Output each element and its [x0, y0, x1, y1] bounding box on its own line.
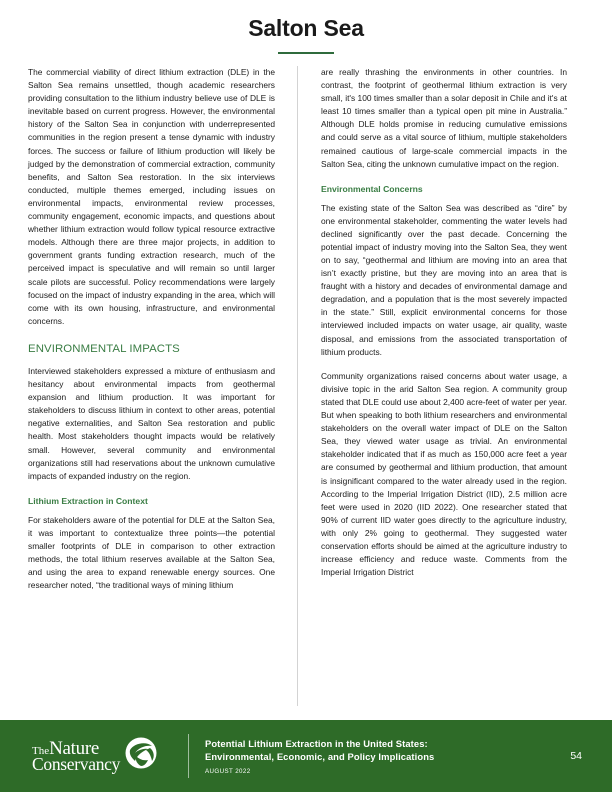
footer-report-date: AUGUST 2022 — [205, 768, 251, 775]
logo-word-nature: Nature — [49, 737, 100, 759]
page-footer — [0, 720, 612, 792]
footer-report-title-line-2: Environmental, Economic, and Policy Implications — [205, 751, 435, 762]
footer-separator — [188, 734, 189, 778]
right-column — [304, 66, 567, 706]
left-intro-paragraph: The commercial viability of direct lithium extraction (DLE) in the Salton Sea remains unsettled, though academic researchers providing consultation to the lithium industry believe use of DLE is inevitable based on current progress. However, the environmental history of the Salton Sea in conjunction with underrepresented communities in the region present a tense dynamic with industry forces. The success or failure of lithium production will likely be judged by the demonstration of commercial extraction, community benefits, and Salton Sea restoration. In the six interviews conducted, multiple themes emerged, including issues on environmental impacts, environmental review processes, community engagement, economic impacts, and questions about whether lithium extraction would follow typical resource extractive models. Although there are three major projects, in addition to government grants funding extraction research, much of the perceived impact is speculative and will remain so until larger scale pilots are successful. Policy recommendations were largely focused on the impact of industry expanding in the area, which will come with its own housing, infrastructure, and environmental concerns. — [28, 67, 275, 326]
two-column-body — [28, 66, 584, 706]
title-block — [0, 0, 612, 54]
title-divider-rule — [278, 52, 334, 54]
left-section-paragraph: Interviewed stakeholders expressed a mixture of enthusiasm and hesitancy about environmental impacts from geothermal expansion and lithium production. It was important for stakeholders to discuss lithium in context to other areas, potential negative externalities, and Salton Sea restoration and public health. Most stakeholders thought impacts would be relatively small. However, several community and environmental organizations still had reservations about the unknown cumulative impacts of expanded industry on the region. — [28, 365, 275, 481]
sub-heading-environmental-concerns: Environmental Concerns — [321, 183, 423, 194]
sub-heading-lithium-extraction-in-context: Lithium Extraction in Context — [28, 495, 148, 506]
globe-leaf-icon — [124, 736, 158, 775]
column-divider — [297, 66, 298, 706]
left-sub-paragraph: For stakeholders aware of the potential for DLE at the Salton Sea, it was important to contextualize three points—the potential smaller footprints of DLE in comparison to other extraction methods, the total lithium reserves available at the Salton Sea, and using the area to expand renewable energy sources. One researcher noted, “the traditional ways of mining lithium — [28, 514, 275, 591]
right-paragraph-2: Community organizations raised concerns about water usage, a divisive topic in the arid Salton Sea region. A community group stated that DLE could use about 2,400 acre-feet of water per year. But when speaking to both lithium researchers and environmental stakeholders on the overall water impact of DLE on the Salton Sea, they viewed water usage as trivial. An environmental stakeholder indicated that if as much as 150,000 acre feet a year are consumed by geothermal and lithium production, that amount is insignificant compared to the water already used in the region. According to the Imperial Irrigation District (IID), 2.5 million acre feet were used in 2020 (IID 2022). One researcher stated that 90% of current IID water goes directly to the agriculture industry, with only 2% going to geothermal. They suggested water conservation efforts should be aimed at the agriculture industry to increase efficiency and reduce waste. Comments from the Imperial Irrigation District — [321, 370, 567, 578]
page-number: 54 — [570, 750, 582, 762]
right-continued-paragraph: are really thrashing the environments in other countries. In contrast, the footprint of geothermal lithium extraction is very small, it's 100 times smaller than a solar deposit in Chile and it's at least 10 times smaller than a typical open pit mine in Australia.” Although DLE holds promise in reducing cumulative emissions and could serve as a vital source of lithium, multiple stakeholders remained cautious of large-scale commercial impacts in the Salton Sea, citing the unknown cumulative impact on the region. — [321, 67, 567, 169]
footer-report-info — [205, 737, 560, 775]
logo-word-the: The — [32, 744, 50, 757]
page-title: Salton Sea — [248, 15, 364, 41]
left-column — [28, 66, 291, 706]
section-heading-environmental-impacts: ENVIRONMENTAL IMPACTS — [28, 342, 180, 355]
footer-report-title-line-1: Potential Lithium Extraction in the United States: — [205, 738, 428, 749]
nature-conservancy-logo — [32, 738, 180, 775]
right-paragraph-1: The existing state of the Salton Sea was described as “dire” by one environmental stakeholder, commenting the water levels had declined significantly over the past decade. Concerning the potential impact of industry moving into the Salton Sea, they went on to say, “geothermal and lithium are moving into an area that isn’t exactly pristine, but they are moving into an area that is fraught with a history and decades of environmental damage and degradation, and a population that is the most severely impacted in the state.” Still, explicit environmental concerns for those interviewed included impacts on water usage, air quality, waste disposal, and emissions from the associated transportation of lithium products. — [321, 202, 567, 357]
logo-wordmark — [32, 739, 120, 774]
logo-word-conservancy: Conservancy — [32, 753, 121, 774]
